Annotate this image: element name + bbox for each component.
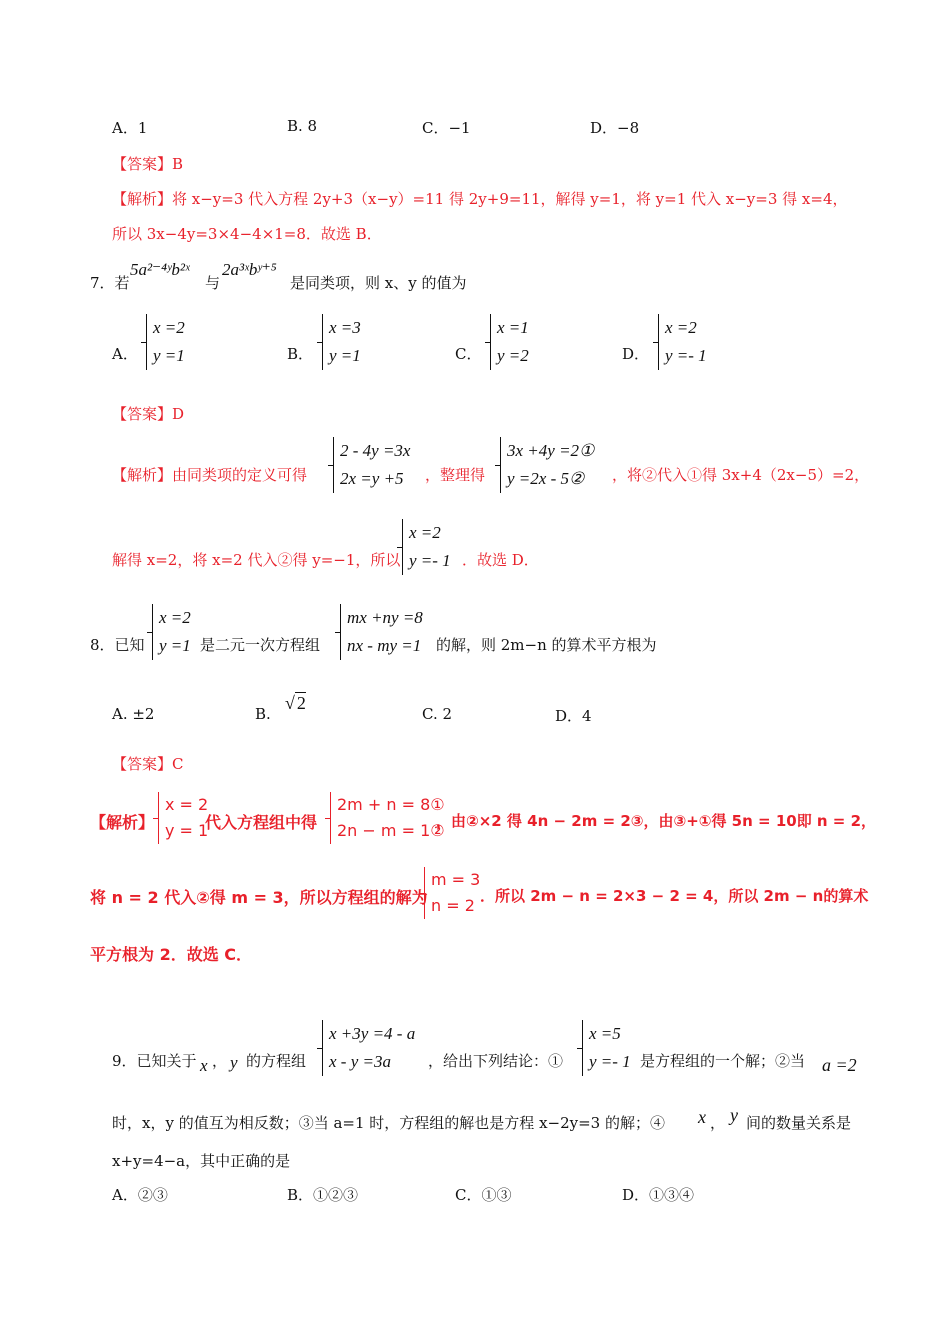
q8-system-3 <box>158 792 208 844</box>
q8-prefix: 8．已知 <box>90 636 145 654</box>
q6-option-b: B. 8 <box>287 117 318 135</box>
q7-option-a-label: A． <box>112 345 138 363</box>
q7-option-a-system <box>146 314 185 370</box>
equation: x =5 <box>589 1024 621 1043</box>
q7-term1: 5a²⁻⁴ʸb²ˣ <box>130 260 190 279</box>
q8-analysis-d: 将 n = 2 代入②得 m = 3，所以方程组的解为 <box>90 888 428 907</box>
q9-comma: ， <box>212 1052 228 1070</box>
q8-system-4 <box>330 792 445 844</box>
equation: x = 2 <box>165 795 209 814</box>
q9-option-d: D．①③④ <box>622 1186 695 1204</box>
equation: x =1 <box>497 318 529 337</box>
q9-line2-comma: ， <box>710 1114 726 1132</box>
sqrt-value: 2 <box>296 693 306 713</box>
q7-analysis-d: 解得 x=2，将 x=2 代入②得 y=−1，所以 <box>112 551 401 569</box>
q6-answer: 【答案】B <box>112 155 184 173</box>
q7-option-d-label: D． <box>622 345 650 363</box>
equation: mx +ny =8 <box>347 608 423 627</box>
q8-option-b: B. <box>255 705 271 723</box>
equation: nx - my =1 <box>347 636 422 655</box>
q9-prefix: 9．已知关于 <box>112 1052 197 1070</box>
equation: m = 3 <box>431 870 481 889</box>
equation: x =2 <box>665 318 697 337</box>
q9-line2: 时，x，y 的值互为相反数；③当 a=1 时，方程组的解也是方程 x−2y=3 的解；④ <box>112 1114 665 1132</box>
q9-after: ，给出下列结论：① <box>428 1052 564 1070</box>
equation: x - y =3a <box>329 1052 391 1071</box>
q9-a-eq: a =2 <box>822 1055 857 1075</box>
equation: x =2 <box>409 523 441 542</box>
q8-suffix: 的解，则 2m−n 的算术平方根为 <box>436 636 657 654</box>
q7-option-b-label: B． <box>287 345 314 363</box>
q8-middle: 是二元一次方程组 <box>200 636 321 654</box>
q7-analysis-e: ．故选 D． <box>462 551 539 569</box>
q6-option-d: D．−8 <box>590 119 640 137</box>
q7-system-2 <box>500 437 594 493</box>
q9-middle: 的方程组 <box>246 1052 307 1070</box>
q8-analysis-e: ．所以 2m − n = 2×3 − 2 = 4，所以 2m − n的算术 <box>480 887 869 905</box>
equation: 2m + n = 8① <box>337 795 445 814</box>
equation: 2x =y +5 <box>340 469 404 488</box>
q7-analysis-b: ，整理得 <box>425 466 486 484</box>
q9-var-y: y <box>230 1053 238 1072</box>
q8-analysis-c: ，由②×2 得 4n − 2m = 2③，由③+①得 5n = 10即 n = 2， <box>436 812 877 830</box>
q7-option-b-system <box>322 314 361 370</box>
q8-analysis-f: 平方根为 2．故选 C． <box>90 945 253 964</box>
q7-option-d-system <box>658 314 707 370</box>
equation: y =- 1 <box>665 346 707 365</box>
q7-option-c-label: C． <box>455 345 482 363</box>
equation: n = 2 <box>431 896 475 915</box>
equation: y =1 <box>159 636 191 655</box>
q7-suffix: 是同类项，则 x、y 的值为 <box>290 274 467 292</box>
equation: 2 - 4y =3x <box>340 441 411 460</box>
q7-connector: 与 <box>205 274 221 292</box>
q9-system-2 <box>582 1020 631 1076</box>
q8-option-d: D．4 <box>555 707 592 725</box>
equation: y = 1 <box>165 821 209 840</box>
q7-analysis-c: ，将②代入①得 3x+4（2x−5）=2， <box>612 466 870 484</box>
q9-line2-x: x <box>698 1107 706 1127</box>
q8-system-2 <box>340 604 423 660</box>
q8-option-a: A. ±2 <box>112 705 155 723</box>
equation: x +3y =4 - a <box>329 1024 416 1043</box>
equation: y =2x - 5② <box>507 469 585 488</box>
equation: x =2 <box>159 608 191 627</box>
q9-after2: 是方程组的一个解；②当 <box>640 1052 806 1070</box>
q8-system-5 <box>424 867 480 919</box>
equation: 3x +4y =2① <box>507 441 595 460</box>
q7-term2: 2a³ˣbʸ⁺⁵ <box>222 260 277 279</box>
q9-line2-y: y <box>730 1105 738 1125</box>
q8-analysis-a: 【解析】 <box>90 813 155 832</box>
q6-option-a: A．1 <box>112 119 148 137</box>
q9-system-1 <box>322 1020 415 1076</box>
equation: 2n − m = 1② <box>337 821 445 840</box>
q8-analysis-b: 代入方程组中得 <box>205 813 318 832</box>
q7-system-1 <box>333 437 410 493</box>
q9-option-c: C．①③ <box>455 1186 512 1204</box>
q7-analysis-a: 【解析】由同类项的定义可得 <box>112 466 308 484</box>
equation: x =2 <box>153 318 185 337</box>
equation: x =3 <box>329 318 361 337</box>
equation: y =- 1 <box>589 1052 631 1071</box>
q8-answer: 【答案】C <box>112 755 184 773</box>
q9-option-b: B．①②③ <box>287 1186 359 1204</box>
sqrt-symbol: √ 2 <box>285 693 306 713</box>
q9-line2-end: 间的数量关系是 <box>746 1114 852 1132</box>
q6-analysis-line1: 【解析】将 x−y=3 代入方程 2y+3（x−y）=11 得 2y+9=11，解得 y=1，将 y=1 代入 x−y=3 得 x=4， <box>112 190 848 208</box>
equation: y =1 <box>153 346 185 365</box>
q8-option-c: C. 2 <box>422 705 453 723</box>
q9-var-x: x <box>200 1056 208 1075</box>
q8-system-1 <box>152 604 191 660</box>
q6-option-c: C．−1 <box>422 119 471 137</box>
q9-line3: x+y=4−a，其中正确的是 <box>112 1152 291 1170</box>
equation: y =- 1 <box>409 551 451 570</box>
equation: y =2 <box>497 346 529 365</box>
q7-prefix: 7．若 <box>90 274 130 292</box>
q7-answer: 【答案】D <box>112 405 185 423</box>
q7-system-3 <box>402 519 451 575</box>
q6-analysis-line2: 所以 3x−4y=3×4−4×1=8．故选 B． <box>112 225 382 243</box>
equation: y =1 <box>329 346 361 365</box>
q9-option-a: A．②③ <box>112 1186 168 1204</box>
q7-option-c-system <box>490 314 529 370</box>
